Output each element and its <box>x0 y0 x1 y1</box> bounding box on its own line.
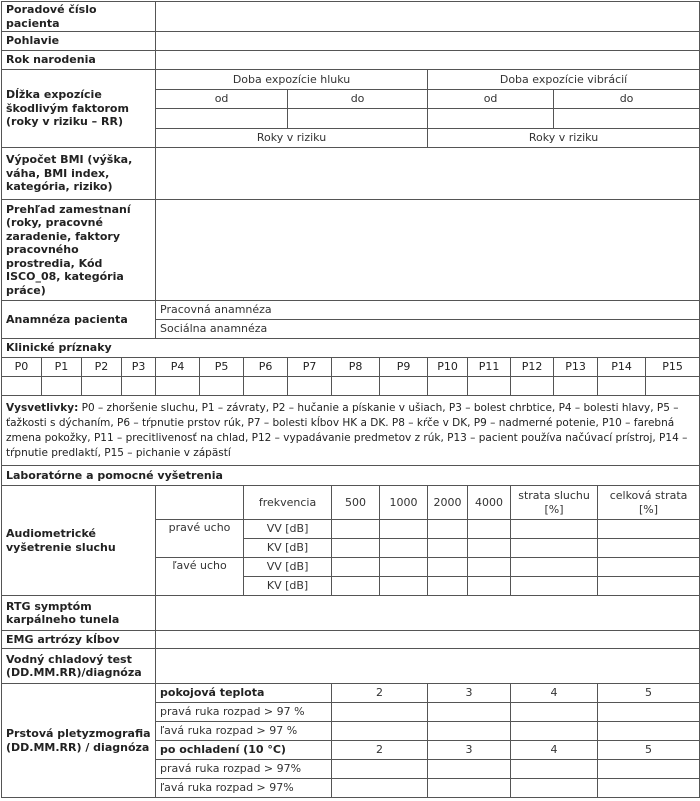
anamnesis-label: Anamnéza pacienta <box>2 301 156 339</box>
audio-field[interactable] <box>380 520 428 539</box>
symptom-field[interactable] <box>244 377 288 396</box>
audio-field[interactable] <box>468 558 511 577</box>
kv-label: KV [dB] <box>244 577 332 596</box>
symptom-code: P9 <box>380 358 428 377</box>
hearing-loss-field[interactable] <box>511 539 598 558</box>
symptom-code: P3 <box>122 358 156 377</box>
pleth-col-header: 5 <box>598 741 700 760</box>
exposure-length-label: Dĺžka expozície škodlivým faktorom (roky v riziku – RR) <box>2 70 156 148</box>
symptom-field[interactable] <box>468 377 511 396</box>
pleth-field[interactable] <box>428 760 511 779</box>
freq-header: 4000 <box>468 486 511 520</box>
pleth-field[interactable] <box>332 779 428 798</box>
symptom-field[interactable] <box>288 377 332 396</box>
kv-label: KV [dB] <box>244 539 332 558</box>
audio-field[interactable] <box>380 577 428 596</box>
hearing-loss-field[interactable] <box>511 558 598 577</box>
vibration-exposure-header: Doba expozície vibrácií <box>428 70 700 90</box>
pleth-col-header: 3 <box>428 684 511 703</box>
audiometry-label: Audiometrické vyšetrenie sluchu <box>2 486 156 596</box>
noise-exposure-header: Doba expozície hluku <box>156 70 428 90</box>
symptom-field[interactable] <box>122 377 156 396</box>
pleth-col-header: 3 <box>428 741 511 760</box>
audio-field[interactable] <box>468 577 511 596</box>
pleth-col-header: 2 <box>332 684 428 703</box>
symptom-code: P12 <box>511 358 554 377</box>
noise-from-label: od <box>156 90 288 109</box>
vv-label: VV [dB] <box>244 520 332 539</box>
clinical-symptoms-label: Klinické príznaky <box>2 339 700 358</box>
audio-field[interactable] <box>332 520 380 539</box>
pleth-field[interactable] <box>428 703 511 722</box>
hearing-loss-field[interactable] <box>511 520 598 539</box>
symptom-field[interactable] <box>332 377 380 396</box>
audio-field[interactable] <box>428 520 468 539</box>
pleth-field[interactable] <box>598 703 700 722</box>
vibration-from-field[interactable] <box>428 109 554 129</box>
symptom-code: P2 <box>82 358 122 377</box>
bmi-label: Výpočet BMI (výška, váha, BMI index, kategória, riziko) <box>2 148 156 200</box>
symptom-code: P15 <box>646 358 700 377</box>
symptom-field[interactable] <box>380 377 428 396</box>
patient-form-table <box>1 1 700 798</box>
pleth-field[interactable] <box>332 703 428 722</box>
audio-field[interactable] <box>380 558 428 577</box>
noise-to-field[interactable] <box>288 109 428 129</box>
symptom-field[interactable] <box>598 377 646 396</box>
symptom-field[interactable] <box>156 377 200 396</box>
audio-field[interactable] <box>468 539 511 558</box>
symptom-code: P14 <box>598 358 646 377</box>
pleth-field[interactable] <box>598 722 700 741</box>
vibration-to-field[interactable] <box>554 109 700 129</box>
sex-label: Pohlavie <box>2 32 156 51</box>
total-loss-field[interactable] <box>598 520 700 539</box>
pleth-field[interactable] <box>428 722 511 741</box>
birth-year-field[interactable] <box>156 51 700 70</box>
symptom-code: P10 <box>428 358 468 377</box>
hearing-loss-header: strata sluchu [%] <box>511 486 598 520</box>
pleth-col-header: 4 <box>511 741 598 760</box>
symptom-code: P5 <box>200 358 244 377</box>
pleth-field[interactable] <box>511 760 598 779</box>
noise-from-field[interactable] <box>156 109 288 129</box>
total-loss-header: celková strata [%] <box>598 486 700 520</box>
symptom-code: P8 <box>332 358 380 377</box>
frequency-header: frekvencia <box>244 486 332 520</box>
symptom-field[interactable] <box>42 377 82 396</box>
audio-field[interactable] <box>468 520 511 539</box>
symptom-code: P7 <box>288 358 332 377</box>
bmi-field[interactable] <box>156 148 700 200</box>
right-ear-label: pravé ucho <box>156 520 244 558</box>
vv-label: VV [dB] <box>244 558 332 577</box>
audiometry-corner <box>156 486 244 520</box>
symptom-field[interactable] <box>428 377 468 396</box>
pleth-field[interactable] <box>428 779 511 798</box>
symptom-field[interactable] <box>511 377 554 396</box>
hearing-loss-field[interactable] <box>511 577 598 596</box>
audio-field[interactable] <box>428 577 468 596</box>
pleth-field[interactable] <box>598 760 700 779</box>
pleth-field[interactable] <box>332 760 428 779</box>
right-hand-label: pravá ruka rozpad > 97% <box>156 760 332 779</box>
total-loss-field[interactable] <box>598 539 700 558</box>
rtg-field[interactable] <box>156 596 700 631</box>
symptom-code: P13 <box>554 358 598 377</box>
rtg-label: RTG symptóm karpálneho tunela <box>2 596 156 631</box>
audio-field[interactable] <box>332 539 380 558</box>
water-test-label: Vodný chladový test (DD.MM.RR)/diagnóza <box>2 649 156 684</box>
rest-temp-label: pokojová teplota <box>156 684 332 703</box>
symptom-field[interactable] <box>200 377 244 396</box>
left-hand-label: ľavá ruka rozpad > 97% <box>156 779 332 798</box>
vibration-to-label: do <box>554 90 700 109</box>
social-anamnesis-field[interactable]: Sociálna anamnéza <box>156 320 700 339</box>
noise-years-at-risk: Roky v riziku <box>156 129 428 148</box>
right-hand-label: pravá ruka rozpad > 97 % <box>156 703 332 722</box>
vibration-years-at-risk: Roky v riziku <box>428 129 700 148</box>
emg-label: EMG artrózy kĺbov <box>2 631 156 649</box>
left-ear-label: ľavé ucho <box>156 558 244 596</box>
employment-label: Prehľad zamestnaní (roky, pracovné zaradenie, faktory pracovného prostredia, Kód ISCO_08, kategória práce) <box>2 200 156 301</box>
symptom-code-row <box>2 358 700 377</box>
plethysmography-label: Prstová pletyzmografia (DD.MM.RR) / diagnóza <box>2 684 156 798</box>
legend-label: Vysvetlivky: <box>6 401 79 414</box>
symptom-field[interactable] <box>2 377 42 396</box>
pleth-field[interactable] <box>511 722 598 741</box>
pleth-field[interactable] <box>598 779 700 798</box>
legend <box>2 396 700 466</box>
employment-field[interactable] <box>156 200 700 301</box>
symptom-code: P11 <box>468 358 511 377</box>
pleth-col-header: 4 <box>511 684 598 703</box>
sex-field[interactable] <box>156 32 700 51</box>
birth-year-label: Rok narodenia <box>2 51 156 70</box>
freq-header: 500 <box>332 486 380 520</box>
lab-exams-label: Laboratórne a pomocné vyšetrenia <box>2 466 700 486</box>
symptom-field[interactable] <box>82 377 122 396</box>
freq-header: 2000 <box>428 486 468 520</box>
symptom-code: P0 <box>2 358 42 377</box>
work-anamnesis-field[interactable]: Pracovná anamnéza <box>156 301 700 320</box>
audio-field[interactable] <box>428 539 468 558</box>
legend-text: P0 – zhoršenie sluchu, P1 – závraty, P2 – hučanie a pískanie v ušiach, P3 – bolest chrbtice, P4 – bolesti hlavy, P5 – ťažkosti s dýchaním, P6 – tŕpnutie prstov rúk, P7 – bolesti kĺbov HK a DK. P8 – kŕče v DK, P9 – nadmerné potenie, P10 – farebná zmena pokožky, P11 – precitlivenosť na chlad, P12 – vypadávanie predmetov z rúk, P13 – pacient používa načúvací prístroj, P14 – tŕpnutie predlaktí, P15 – pichanie v zápästí <box>6 401 688 459</box>
total-loss-field[interactable] <box>598 577 700 596</box>
symptom-value-row <box>2 377 700 396</box>
symptom-code: P1 <box>42 358 82 377</box>
pleth-field[interactable] <box>511 779 598 798</box>
water-test-field[interactable] <box>156 649 700 684</box>
vibration-from-label: od <box>428 90 554 109</box>
symptom-field[interactable] <box>554 377 598 396</box>
pleth-field[interactable] <box>511 703 598 722</box>
audio-field[interactable] <box>332 558 380 577</box>
audio-field[interactable] <box>332 577 380 596</box>
freq-header: 1000 <box>380 486 428 520</box>
audio-field[interactable] <box>428 558 468 577</box>
noise-to-label: do <box>288 90 428 109</box>
patient-number-field[interactable] <box>156 2 700 32</box>
total-loss-field[interactable] <box>598 558 700 577</box>
audio-field[interactable] <box>380 539 428 558</box>
pleth-field[interactable] <box>332 722 428 741</box>
pleth-col-header: 2 <box>332 741 428 760</box>
symptom-code: P6 <box>244 358 288 377</box>
patient-number-label: Poradové číslo pacienta <box>2 2 156 32</box>
pleth-col-header: 5 <box>598 684 700 703</box>
emg-field[interactable] <box>156 631 700 649</box>
symptom-field[interactable] <box>646 377 700 396</box>
after-cooling-label: po ochladení (10 °C) <box>156 741 332 760</box>
symptom-code: P4 <box>156 358 200 377</box>
left-hand-label: ľavá ruka rozpad > 97 % <box>156 722 332 741</box>
